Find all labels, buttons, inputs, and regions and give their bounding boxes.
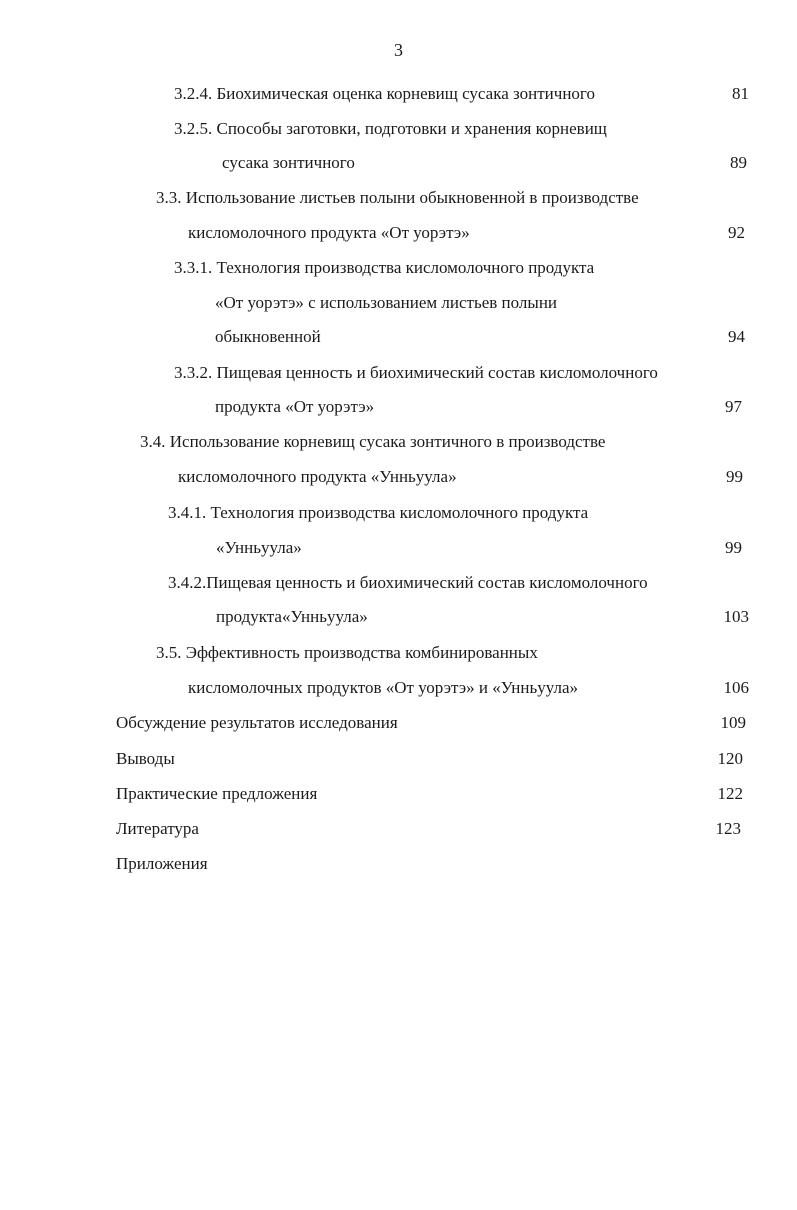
toc-entry-3-4-2-line-2: продукта«Унньуула» — [216, 607, 368, 626]
toc-entry-3-3-1-line-2: «От уорэтэ» с использованием листьев полыни — [215, 293, 558, 312]
toc-entry-3-2-5-line-2: сусака зонтичного — [222, 153, 355, 172]
toc-entry-3-3-line-2: кисломолочного продукта «От уорэтэ» — [188, 223, 470, 242]
toc-entry-3-4-page: 99 — [726, 467, 743, 486]
toc-entry-3-5-line-2: кисломолочных продуктов «От уорэтэ» и «Унньуула» — [188, 678, 579, 697]
toc-entry-literature-page: 123 — [715, 819, 741, 838]
toc-entry-3-4-2-page: 103 — [723, 607, 749, 626]
toc-entry-3-2-4-line-1: 3.2.4. Биохимическая оценка корневищ сусака зонтичного — [174, 84, 595, 103]
toc-entry-3-4-1-line-1: 3.4.1. Технология производства кисломолочного продукта — [168, 503, 589, 522]
toc-entry-3-3-2-line-2: продукта «От уорэтэ» — [215, 397, 375, 416]
toc-entry-3-3-1-page: 94 — [728, 327, 745, 346]
toc-entry-conclusions: Выводы — [116, 749, 175, 768]
toc-entry-discussion-page: 109 — [720, 713, 746, 732]
toc-entry-3-3-1-line-3: обыкновенной — [215, 327, 321, 346]
toc-entry-conclusions-page: 120 — [717, 749, 743, 768]
toc-entry-3-2-5-page: 89 — [730, 153, 747, 172]
toc-entry-3-4-1-line-2: «Унньуула» — [216, 538, 302, 557]
toc-entry-3-5-page: 106 — [723, 678, 749, 697]
toc-entry-3-4-2-line-1: 3.4.2.Пищевая ценность и биохимический состав кисломолочного — [168, 573, 648, 592]
page-number: 3 — [394, 40, 403, 60]
toc-entry-3-5-line-1: 3.5. Эффективность производства комбинированных — [156, 643, 538, 662]
toc-entry-3-4-1-page: 99 — [725, 538, 742, 557]
toc-entry-3-2-4-page: 81 — [732, 84, 749, 103]
toc-entry-appendices: Приложения — [116, 854, 208, 873]
toc-entry-3-3-2-line-1: 3.3.2. Пищевая ценность и биохимический состав кисломолочного — [174, 363, 658, 382]
toc-entry-discussion: Обсуждение результатов исследования — [116, 713, 398, 732]
toc-entry-3-3-page: 92 — [728, 223, 745, 242]
toc-entry-practical-page: 122 — [717, 784, 743, 803]
toc-entry-practical: Практические предложения — [116, 784, 318, 803]
toc-entry-3-3-1-line-1: 3.3.1. Технология производства кисломолочного продукта — [174, 258, 595, 277]
toc-entry-3-4-line-2: кисломолочного продукта «Унньуула» — [178, 467, 457, 486]
toc-entry-3-4-line-1: 3.4. Использование корневищ сусака зонтичного в производстве — [140, 432, 606, 451]
toc-entry-3-3-line-1: 3.3. Использование листьев полыни обыкновенной в производстве — [156, 188, 639, 207]
toc-entry-literature: Литература — [116, 819, 199, 838]
toc-entry-3-2-5-line-1: 3.2.5. Способы заготовки, подготовки и хранения корневищ — [174, 119, 607, 138]
toc-entry-3-3-2-page: 97 — [725, 397, 742, 416]
